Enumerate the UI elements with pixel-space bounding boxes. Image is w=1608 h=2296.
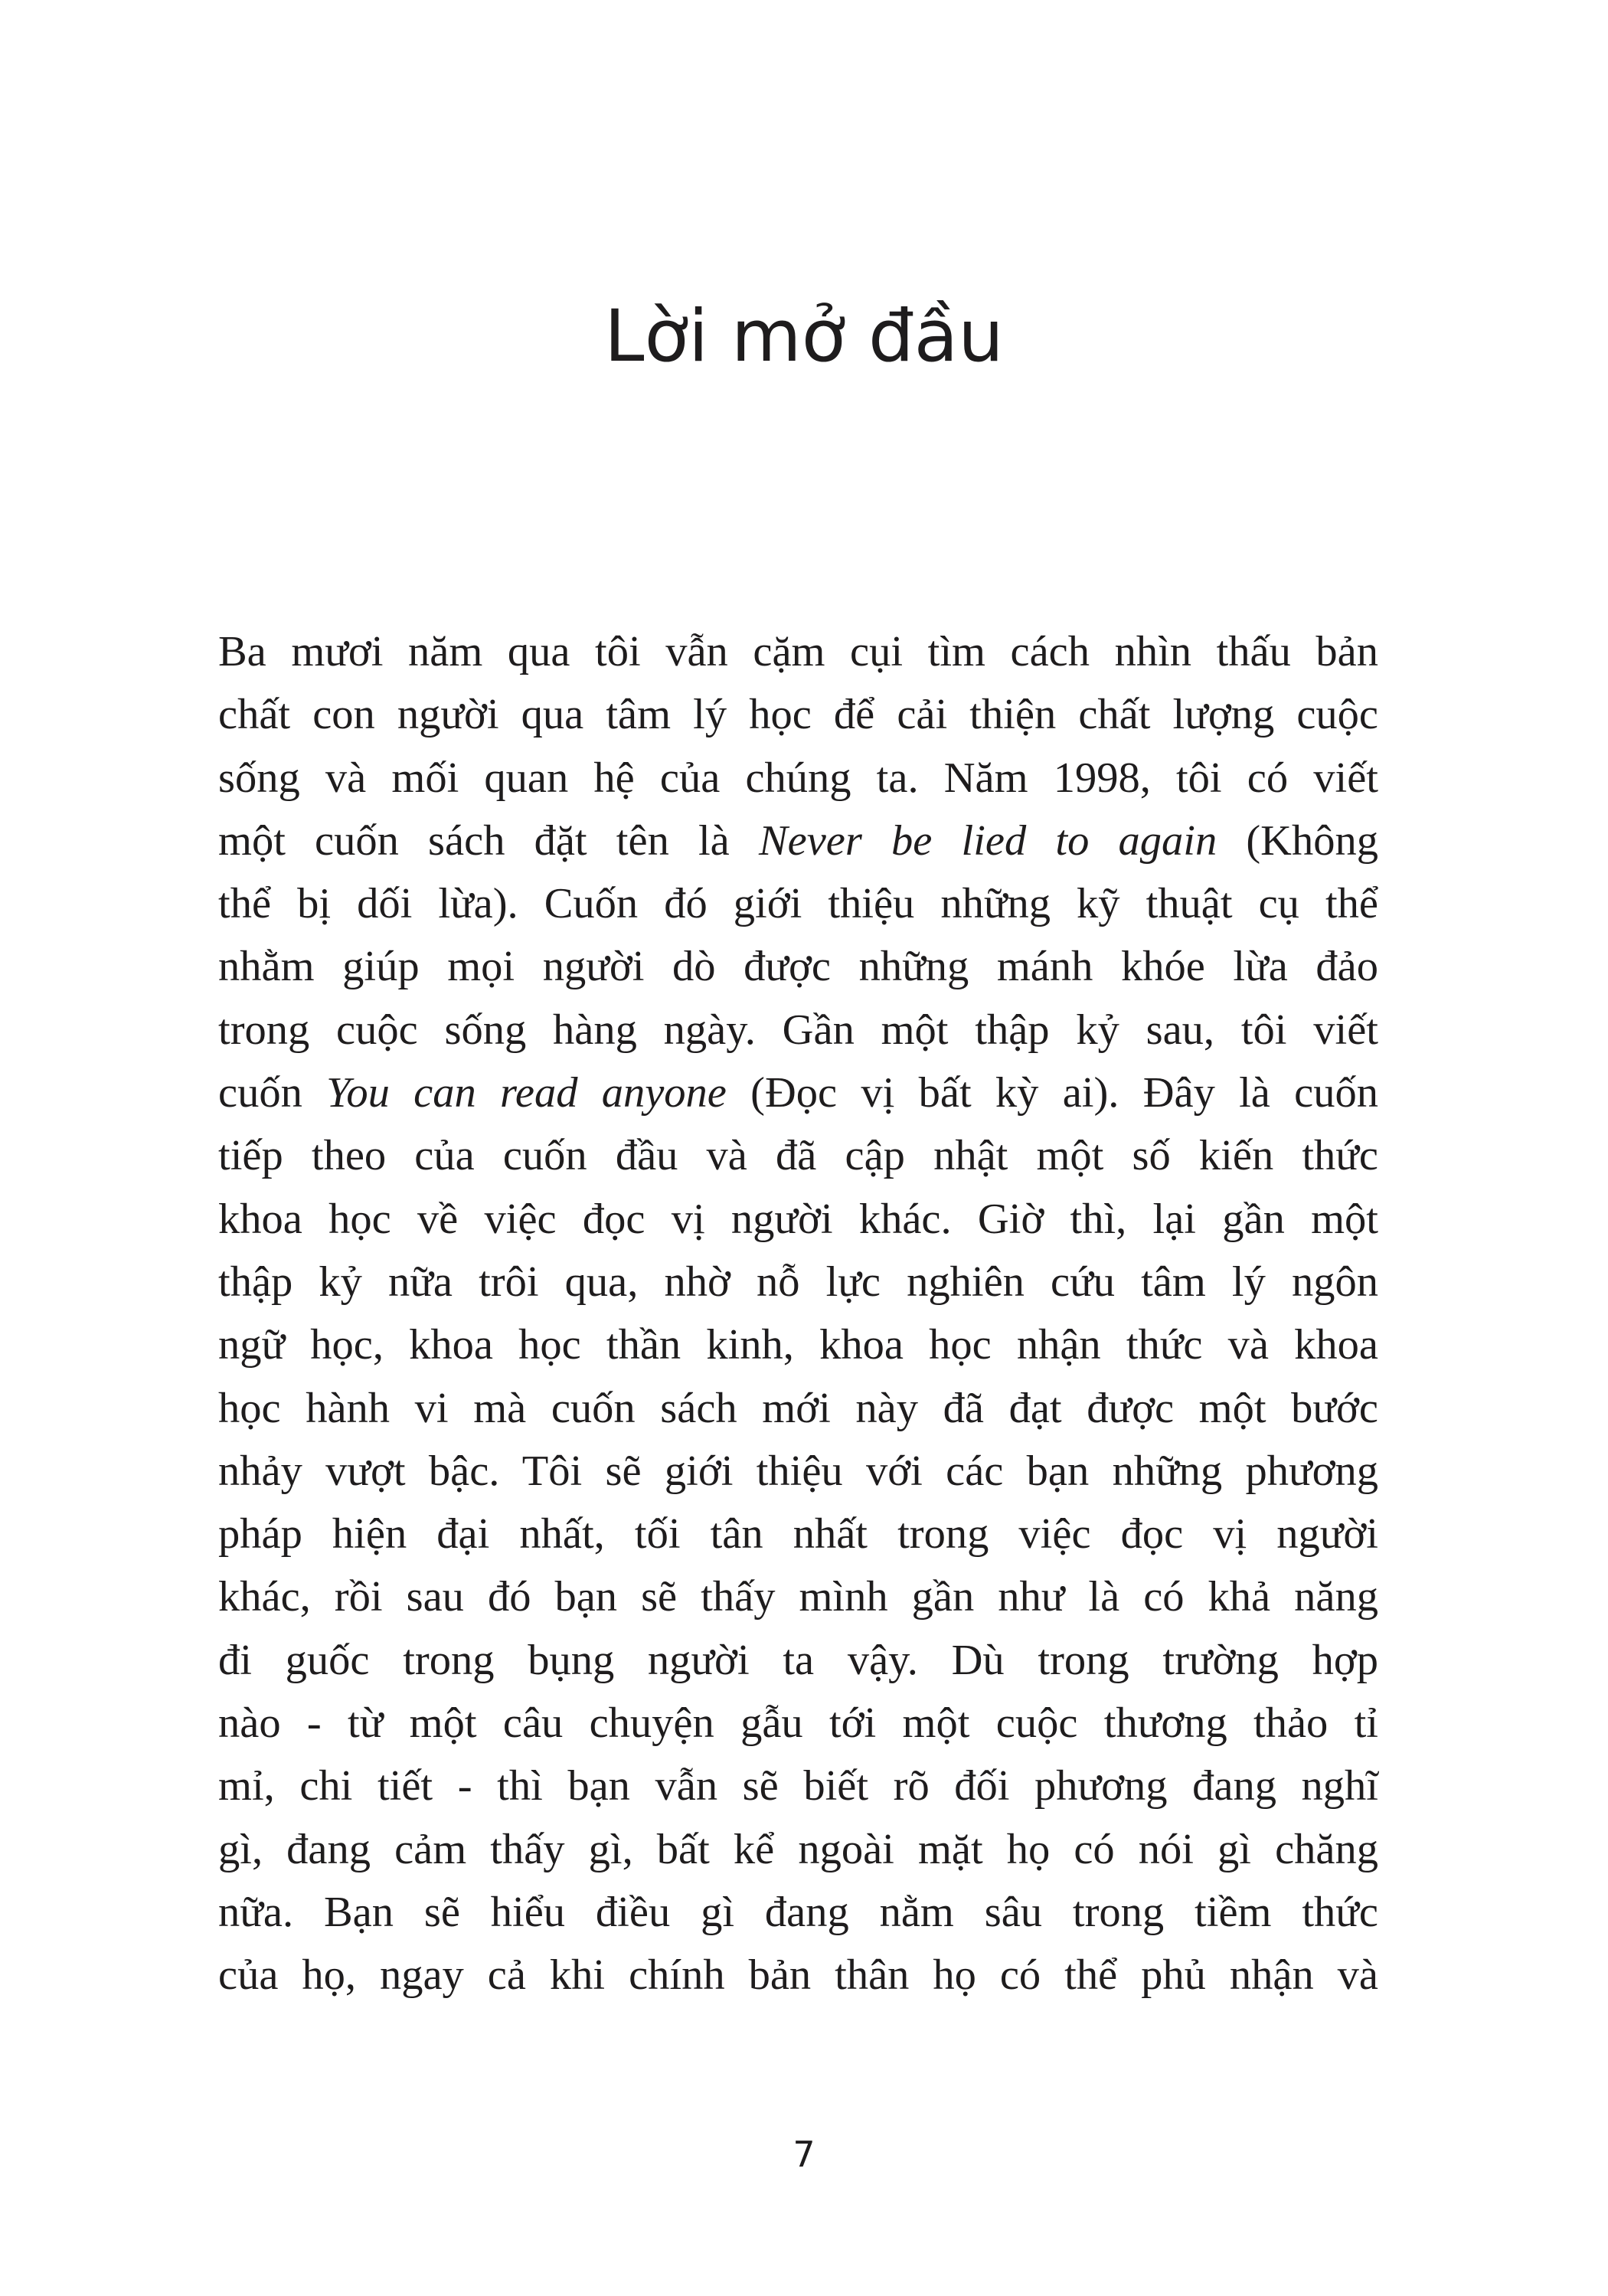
text-line	[218, 809, 1378, 872]
text-line	[218, 1692, 1378, 1755]
body-paragraph	[218, 620, 1378, 2007]
text-line	[218, 872, 1378, 935]
text-run: đi guốc trong bụng người ta vậy. Dù trong trường hợp	[218, 1636, 1378, 1684]
text-line	[218, 747, 1378, 809]
text-line	[218, 1251, 1378, 1313]
text-run: (Đọc vị bất kỳ ai). Đây là cuốn	[726, 1069, 1378, 1117]
text-run: trong cuộc sống hàng ngày. Gần một thập kỷ sau, tôi viết	[218, 1006, 1378, 1054]
text-run: của họ, ngay cả khi chính bản thân họ có thể phủ nhận và	[218, 1951, 1378, 2000]
text-line	[218, 1188, 1378, 1251]
text-run: nào - từ một câu chuyện gẫu tới một cuộc thương thảo tỉ	[218, 1699, 1378, 1748]
text-line	[218, 1440, 1378, 1503]
text-run: mỉ, chi tiết - thì bạn vẫn sẽ biết rõ đối phương đang nghĩ	[218, 1762, 1378, 1810]
text-run: sống và mối quan hệ của chúng ta. Năm 1998, tôi có viết	[218, 754, 1378, 802]
page-title: Lời mở đầu	[604, 295, 1004, 378]
text-run: chất con người qua tâm lý học để cải thiện chất lượng cuộc	[218, 691, 1378, 739]
text-line	[218, 1061, 1378, 1124]
text-line	[218, 999, 1378, 1061]
text-line	[218, 1818, 1378, 1881]
text-line	[218, 1944, 1378, 2007]
text-line	[218, 683, 1378, 746]
book-title-never-be-lied-to-again: Never be lied to again	[758, 816, 1217, 865]
text-line	[218, 935, 1378, 998]
text-run: học hành vi mà cuốn sách mới này đã đạt được một bước	[218, 1384, 1378, 1432]
text-run: pháp hiện đại nhất, tối tân nhất trong việc đọc vị người	[218, 1510, 1378, 1558]
text-line	[218, 1124, 1378, 1187]
text-run: gì, đang cảm thấy gì, bất kể ngoài mặt họ có nói gì chăng	[218, 1825, 1378, 1873]
text-line	[218, 1755, 1378, 1817]
text-line	[218, 1881, 1378, 1944]
text-run: khác, rồi sau đó bạn sẽ thấy mình gần như là có khả năng	[218, 1573, 1378, 1621]
text-run: tiếp theo của cuốn đầu và đã cập nhật một số kiến thức	[218, 1132, 1378, 1180]
text-run: nhằm giúp mọi người dò được những mánh khóe lừa đảo	[218, 943, 1378, 991]
text-run: cuốn	[218, 1069, 327, 1117]
text-run: ngữ học, khoa học thần kinh, khoa học nhận thức và khoa	[218, 1321, 1378, 1369]
text-run: thập kỷ nữa trôi qua, nhờ nỗ lực nghiên cứu tâm lý ngôn	[218, 1258, 1378, 1306]
text-line	[218, 620, 1378, 683]
text-run: nhảy vượt bậc. Tôi sẽ giới thiệu với các bạn những phương	[218, 1447, 1378, 1495]
book-title-you-can-read-anyone: You can read anyone	[326, 1069, 727, 1117]
text-line	[218, 1377, 1378, 1440]
text-line	[218, 1503, 1378, 1565]
text-line	[218, 1565, 1378, 1628]
text-run: thể bị dối lừa). Cuốn đó giới thiệu những kỹ thuật cụ thể	[218, 880, 1378, 928]
text-run: (Không	[1217, 816, 1378, 865]
text-line	[218, 1313, 1378, 1376]
text-line	[218, 1629, 1378, 1692]
text-run: nữa. Bạn sẽ hiểu điều gì đang nằm sâu trong tiềm thức	[218, 1888, 1378, 1936]
page-number: 7	[793, 2134, 815, 2175]
text-run: một cuốn sách đặt tên là	[218, 816, 759, 865]
text-run: Ba mươi năm qua tôi vẫn cặm cụi tìm cách nhìn thấu bản	[218, 628, 1378, 675]
text-run: khoa học về việc đọc vị người khác. Giờ thì, lại gần một	[218, 1195, 1378, 1243]
